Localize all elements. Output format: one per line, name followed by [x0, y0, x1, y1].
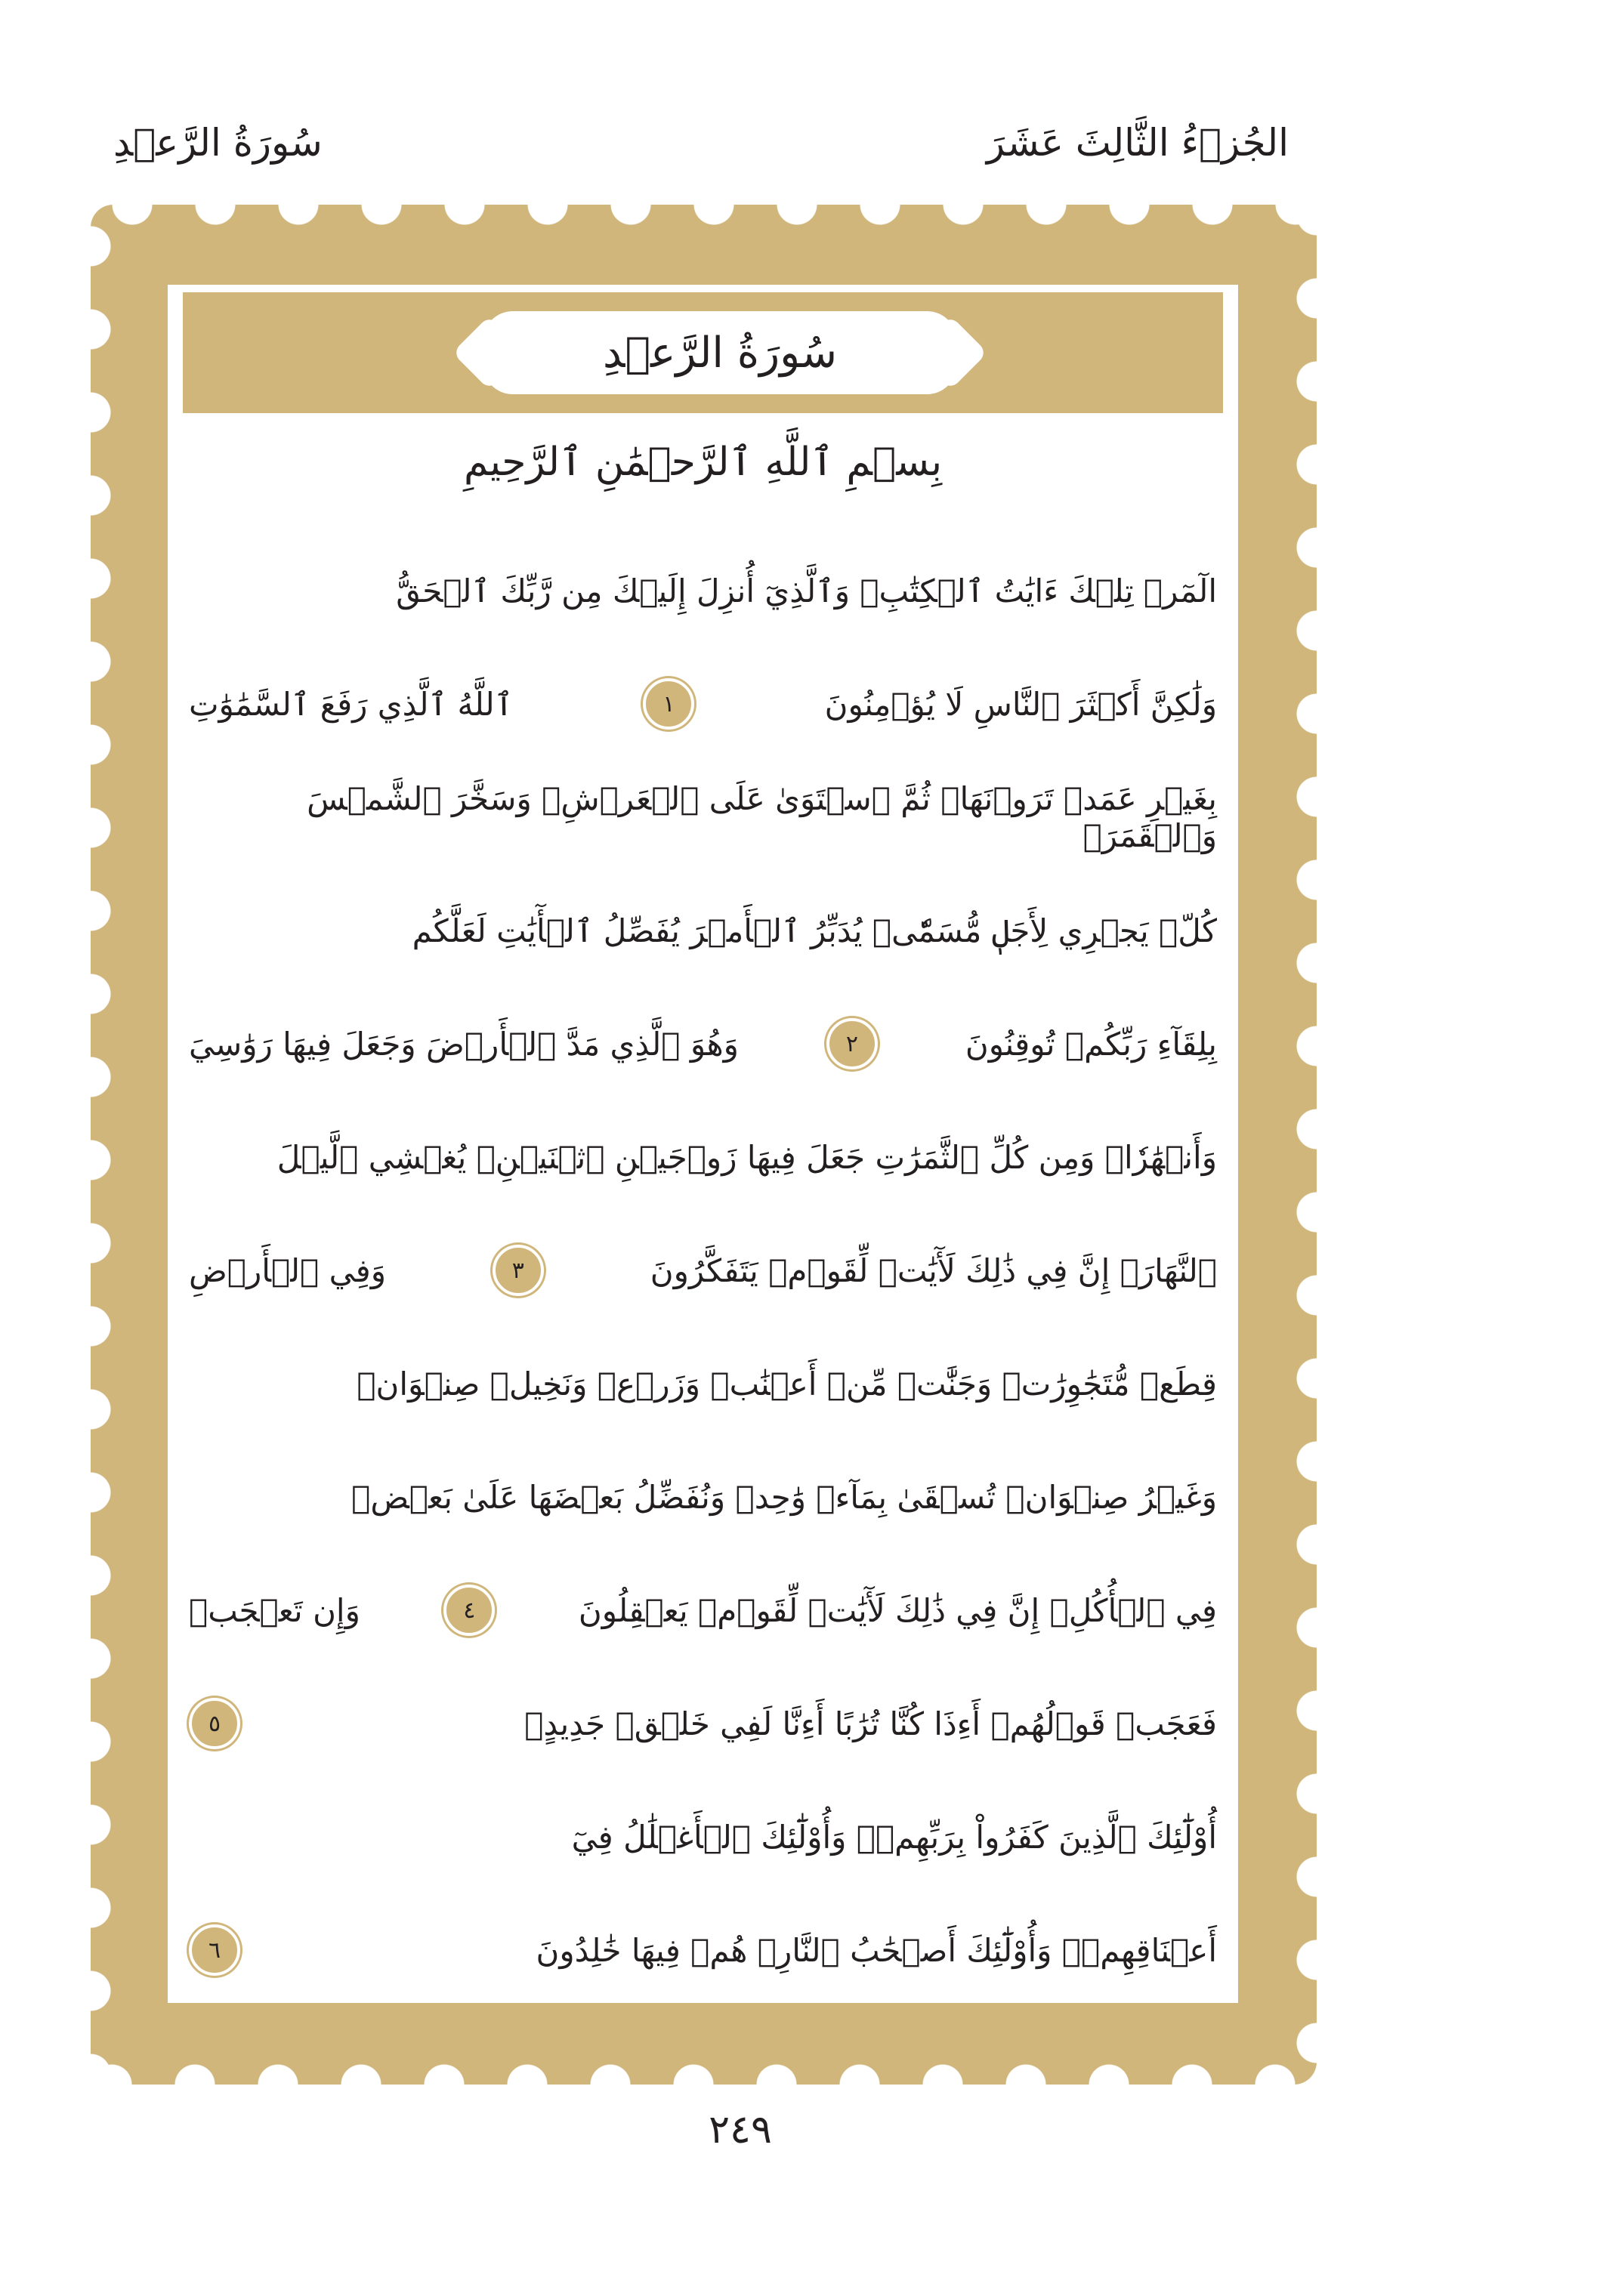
verse-text: وَأَنۡهَٰرٗاۖ وَمِن كُلِّ ٱلثَّمَرَٰتِ جَعَلَ فِيهَا زَوۡجَيۡنِ ٱثۡنَيۡنِۖ يُغۡشِي ٱلَّيۡلَ [276, 1138, 1217, 1176]
verse-text: وَغَيۡرُ صِنۡوَانٖ تُسۡقَىٰ بِمَآءٖ وَٰحِدٖ وَنُفَضِّلُ بَعۡضَهَا عَلَىٰ بَعۡضٖ [351, 1478, 1217, 1516]
verse-text: وَهُوَ ٱلَّذِي مَدَّ ٱلۡأَرۡضَ وَجَعَلَ فِيهَا رَوَٰسِيَ [189, 1025, 739, 1063]
frame-scallop-left [91, 205, 121, 2085]
verse-line [189, 534, 1217, 647]
verse-text: ٱلنَّهَارَۚ إِنَّ فِي ذَٰلِكَ لَأٓيَٰتٖ لِّقَوۡمٖ يَتَفَكَّرُونَ [650, 1251, 1217, 1289]
ayah-number-marker: ٦ [189, 1924, 240, 1976]
verse-text: وَفِي ٱلۡأَرۡضِ [189, 1251, 386, 1289]
text-panel [168, 285, 1238, 2003]
verse-line [189, 1327, 1217, 1440]
surah-title-cartouche [483, 311, 957, 394]
verse-text: بِلِقَآءِ رَبِّكُمۡ تُوقِنُونَ [965, 1025, 1217, 1063]
verse-line [189, 987, 1217, 1100]
verse-line [189, 1780, 1217, 1893]
surah-title: سُورَةُ الرَّعۡدِ [603, 328, 837, 378]
frame-scallop-right [1286, 205, 1317, 2085]
page-number: ٢٤٩ [709, 2107, 772, 2152]
verse-text: بِغَيۡرِ عَمَدٖ تَرَوۡنَهَاۖ ثُمَّ ٱسۡتَوَىٰ عَلَى ٱلۡعَرۡشِۖ وَسَخَّرَ ٱلشَّمۡسَ وَٱلۡقَمَرَۖ [307, 780, 1217, 854]
ayah-number-marker: ٢ [826, 1018, 878, 1069]
verse-text: وَإِن تَعۡجَبۡ [189, 1591, 360, 1629]
verse-text: فَعَجَبٞ قَوۡلُهُمۡ أَءِذَا كُنَّا تُرَٰبًا أَءِنَّا لَفِي خَلۡقٖ جَدِيدٍۗ [524, 1705, 1217, 1742]
verse-line [189, 1440, 1217, 1554]
verse-text: وَلَٰكِنَّ أَكۡثَرَ ٱلنَّاسِ لَا يُؤۡمِنُونَ [824, 685, 1217, 723]
surah-header: سُورَةُ الرَّعۡدِ [113, 121, 323, 165]
verse-text: أُوْلَٰٓئِكَ ٱلَّذِينَ كَفَرُواْ بِرَبِّهِمۡۖ وَأُوْلَٰٓئِكَ ٱلۡأَغۡلَٰلُ فِيٓ [571, 1818, 1217, 1856]
ayah-number-marker: ١ [643, 678, 694, 730]
verse-text: فِي ٱلۡأُكُلِۚ إِنَّ فِي ذَٰلِكَ لَأٓيَٰتٖ لِّقَوۡمٖ يَعۡقِلُونَ [578, 1591, 1217, 1629]
verse-text: الٓمٓرۚ تِلۡكَ ءَايَٰتُ ٱلۡكِتَٰبِۗ وَٱلَّذِيٓ أُنزِلَ إِلَيۡكَ مِن رَّبِّكَ ٱلۡحَقُّ [396, 572, 1217, 609]
verse-text: قِطَعٞ مُّتَجَٰوِرَٰتٞ وَجَنَّٰتٞ مِّنۡ أَعۡنَٰبٖ وَزَرۡعٞ وَنَخِيلٞ صِنۡوَانٞ [357, 1365, 1217, 1403]
ayah-number-marker: ٥ [189, 1698, 240, 1749]
verse-line [189, 1893, 1217, 2007]
basmala: بِسۡمِ ٱللَّهِ ٱلرَّحۡمَٰنِ ٱلرَّحِيمِ [463, 440, 943, 485]
ayah-number-marker: ٣ [493, 1245, 544, 1296]
verse-line [189, 1554, 1217, 1667]
verse-text: ٱللَّهُ ٱلَّذِي رَفَعَ ٱلسَّمَٰوَٰتِ [189, 685, 514, 723]
verse-line [189, 1667, 1217, 1780]
verse-line [189, 647, 1217, 761]
verse-line [189, 1214, 1217, 1327]
verse-line [189, 761, 1217, 874]
surah-title-band [183, 292, 1223, 413]
juz-header: الجُزۡءُ الثَّالِثَ عَشَرَ [986, 121, 1289, 165]
verse-text: أَعۡنَاقِهِمۡۖ وَأُوْلَٰٓئِكَ أَصۡحَٰبُ ٱلنَّارِۖ هُمۡ فِيهَا خَٰلِدُونَ [536, 1931, 1217, 1969]
verse-line [189, 1100, 1217, 1214]
verse-lines [189, 534, 1217, 2007]
verse-text: كُلّٞ يَجۡرِي لِأَجَلٖ مُّسَمّٗىۚ يُدَبِّرُ ٱلۡأَمۡرَ يُفَصِّلُ ٱلۡأٓيَٰتِ لَعَلَّكُم [412, 912, 1217, 949]
verse-line [189, 874, 1217, 987]
ayah-number-marker: ٤ [443, 1585, 495, 1636]
